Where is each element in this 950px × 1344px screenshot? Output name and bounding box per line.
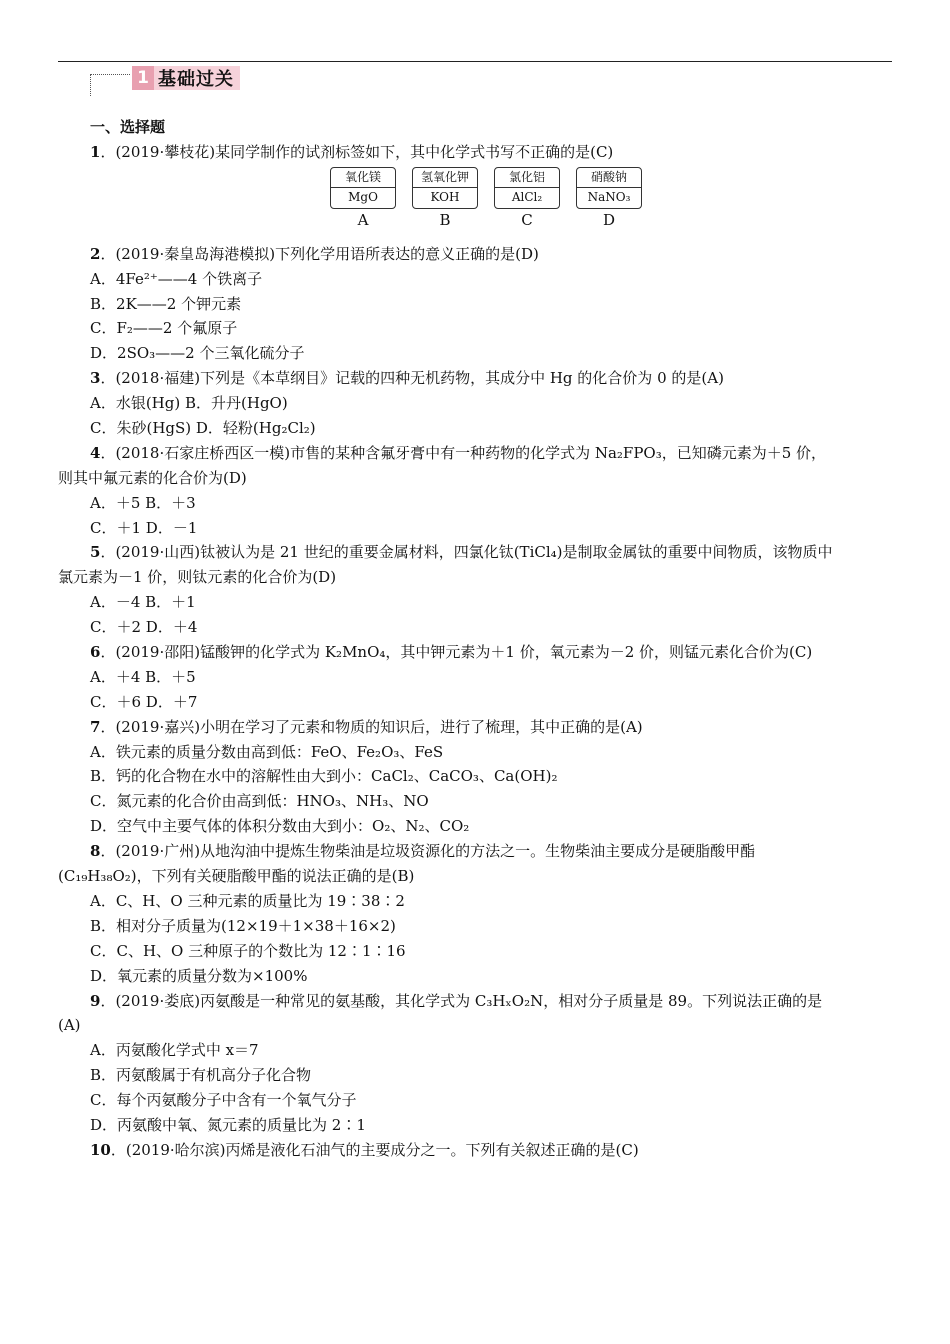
option: B．相对分子质量为(12×19＋1×38＋16×2) [90, 916, 396, 935]
question-text-continued: 则其中氟元素的化合价为(D) [58, 468, 247, 487]
dotted-guide [90, 74, 130, 75]
option: B．2K——2 个钾元素 [90, 294, 242, 313]
reagent-label [494, 167, 560, 229]
option: C．＋1 D．－1 [90, 518, 198, 537]
question-4 [58, 441, 892, 466]
reagent-label [412, 167, 478, 229]
question-text-continued: 氯元素为－1 价，则钛元素的化合价为(D) [58, 568, 337, 587]
label-letter: C [521, 210, 533, 229]
question-number: 5 [90, 543, 101, 562]
dotted-guide-vertical [90, 74, 91, 96]
option: A．＋4 B．＋5 [90, 667, 196, 686]
section-title: 基础过关 [158, 69, 234, 90]
option: B．钙的化合物在水中的溶解性由大到小：CaCl₂、CaCO₃、Ca(OH)₂ [90, 767, 558, 786]
option: C．F₂——2 个氟原子 [90, 319, 238, 338]
question-number: 4 [90, 443, 101, 462]
option: C．＋6 D．＋7 [90, 692, 198, 711]
option: C．C、H、O 三种原子的个数比为 12∶1∶16 [90, 941, 406, 960]
reagent-label [330, 167, 396, 229]
section-number: 1 [132, 66, 154, 90]
question-text-continued: (C₁₉H₃₈O₂)，下列有关硬脂酸甲酯的说法正确的是(B) [58, 867, 415, 886]
question-text: ．(2019·嘉兴)小明在学习了元素和物质的知识后，进行了梳理，其中正确的是(A) [100, 717, 643, 736]
question-3 [58, 366, 892, 391]
label-formula: AlCl₂ [511, 190, 543, 205]
reagent-labels [58, 167, 892, 242]
label-letter: A [357, 210, 369, 229]
option: B．丙氨酸属于有机高分子化合物 [90, 1066, 312, 1085]
label-name: 氧化镁 [331, 168, 395, 189]
option: D．2SO₃——2 个三氧化硫分子 [90, 344, 305, 363]
heading: 一、选择题 [90, 118, 166, 136]
question-text: ．(2019·攀枝花)某同学制作的试剂标签如下，其中化学式书写不正确的是(C) [100, 142, 614, 161]
label-letter: D [602, 210, 616, 229]
label-formula: KOH [430, 190, 460, 205]
option: D．空气中主要气体的体积分数由大到小：O₂、N₂、CO₂ [90, 817, 470, 836]
option: C．每个丙氨酸分子中含有一个氧气分子 [90, 1091, 357, 1110]
option: A．水银(Hg) B．升丹(HgO) [90, 394, 288, 413]
label-formula: MgO [348, 190, 378, 205]
question-number: 3 [90, 369, 101, 388]
question-2 [58, 242, 892, 267]
question-number: 1 [90, 142, 101, 161]
question-text-continued: (A) [58, 1016, 81, 1035]
label-name: 氢氧化钾 [413, 168, 477, 189]
option: D．丙氨酸中氧、氮元素的质量比为 2∶1 [90, 1115, 366, 1134]
question-text: ．(2019·广州)从地沟油中提炼生物柴油是垃圾资源化的方法之一。生物柴油主要成分是硬脂酸甲酯 [100, 842, 756, 861]
option: C．＋2 D．＋4 [90, 618, 198, 637]
question-text: ．(2019·邵阳)锰酸钾的化学式为 K₂MnO₄，其中钾元素为＋1 价，氧元素为－2 价，则锰元素化合价为(C) [100, 643, 813, 662]
question-text: ．(2018·福建)下列是《本草纲目》记载的四种无机药物，其成分中 Hg 的化合价为 0 的是(A) [100, 369, 724, 388]
label-formula: NaNO₃ [587, 190, 631, 205]
top-rule [58, 61, 892, 62]
question-8 [58, 839, 892, 864]
question-10 [58, 1138, 892, 1163]
question-text: ．(2019·娄底)丙氨酸是一种常见的氨基酸，其化学式为 C₃HₓO₂N，相对分子质量是 89。下列说法正确的是 [100, 991, 823, 1010]
question-1 [58, 140, 892, 165]
question-text: ．(2019·秦皇岛海港模拟)下列化学用语所表达的意义正确的是(D) [100, 244, 539, 263]
question-content [58, 115, 892, 1163]
question-7 [58, 715, 892, 740]
question-number: 9 [90, 991, 101, 1010]
label-letter: B [439, 210, 451, 229]
question-9 [58, 989, 892, 1014]
option: D．氧元素的质量分数为×100% [90, 966, 308, 985]
option: A．＋5 B．＋3 [90, 493, 196, 512]
question-number: 10 [90, 1140, 111, 1159]
option: A．铁元素的质量分数由高到低：FeO、Fe₂O₃、FeS [90, 742, 444, 761]
label-name: 氯化铝 [495, 168, 559, 189]
question-number: 6 [90, 643, 101, 662]
option: A．4Fe²⁺——4 个铁离子 [90, 269, 263, 288]
section-badge [132, 66, 240, 90]
question-text: ．(2019·山西)钛被认为是 21 世纪的重要金属材料，四氯化钛(TiCl₄)是制取金属钛的重要中间物质，该物质中 [100, 543, 833, 562]
question-text: ．(2018·石家庄桥西区一模)市售的某种含氟牙膏中有一种药物的化学式为 Na₂FPO₃，已知磷元素为＋5 价， [100, 443, 827, 462]
question-6 [58, 640, 892, 665]
question-number: 8 [90, 842, 101, 861]
question-text: ．(2019·哈尔滨)丙烯是液化石油气的主要成分之一。下列有关叙述正确的是(C) [110, 1140, 639, 1159]
option: C．氮元素的化合价由高到低：HNO₃、NH₃、NO [90, 792, 429, 811]
label-name: 硝酸钠 [577, 168, 641, 189]
option: A．C、H、O 三种元素的质量比为 19∶38∶2 [90, 891, 405, 910]
option: C．朱砂(HgS) D．轻粉(Hg₂Cl₂) [90, 419, 316, 438]
option: A．丙氨酸化学式中 x＝7 [90, 1041, 259, 1060]
reagent-label [576, 167, 642, 229]
option: A．－4 B．＋1 [90, 593, 196, 612]
question-number: 7 [90, 717, 101, 736]
question-number: 2 [90, 244, 101, 263]
question-5 [58, 540, 892, 565]
